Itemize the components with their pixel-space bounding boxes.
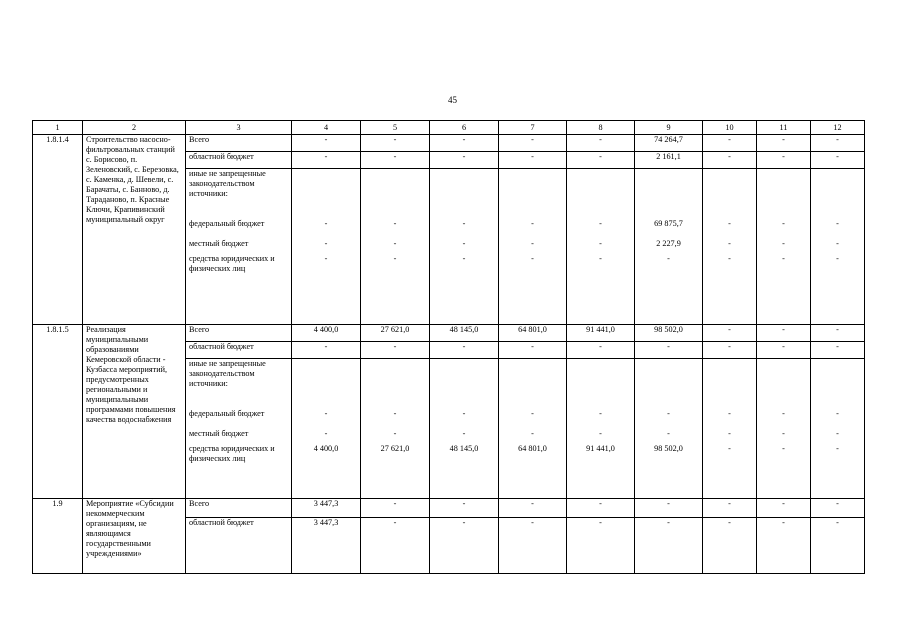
value-cell: 91 441,0: [567, 325, 635, 342]
value-cell: -: [811, 325, 865, 342]
table-row: [33, 135, 865, 152]
table-row: [33, 325, 865, 342]
value-cell: - - 64 801,0: [499, 359, 567, 499]
value-cell: - - -: [811, 169, 865, 325]
row-code: 1.8.1.4: [33, 135, 83, 325]
value-cell: -: [703, 135, 757, 152]
value-cell: - - -: [361, 169, 430, 325]
value-cell: -: [361, 499, 430, 518]
value-cell: - - 98 502,0: [635, 359, 703, 499]
value-cell: -: [361, 135, 430, 152]
value-cell: 74 264,7: [635, 135, 703, 152]
source-other-heading: иные не запрещенные законодательством источники:: [189, 169, 266, 198]
value-cell: -: [430, 152, 499, 169]
source-federal: федеральный бюджет: [189, 219, 265, 228]
value-cell: -: [811, 342, 865, 359]
value-cell: - - -: [757, 359, 811, 499]
value-cell: -: [499, 152, 567, 169]
value-cell: 2 161,1: [635, 152, 703, 169]
source-oblast: областной бюджет: [186, 342, 292, 359]
value-cell: 3 447,3: [292, 518, 361, 574]
value-cell: -: [567, 152, 635, 169]
value-cell: -: [499, 342, 567, 359]
value-cell: -: [567, 499, 635, 518]
value-cell: -: [757, 342, 811, 359]
value-cell: -: [635, 499, 703, 518]
value-cell: -: [635, 342, 703, 359]
value-cell: 3 447,3: [292, 499, 361, 518]
column-header: 3: [186, 121, 292, 135]
value-cell: -: [292, 135, 361, 152]
column-header: 4: [292, 121, 361, 135]
value-cell: -: [757, 518, 811, 574]
source-other: [186, 359, 292, 499]
source-federal: федеральный бюджет: [189, 409, 265, 418]
value-cell: -: [361, 342, 430, 359]
budget-table: [32, 120, 865, 574]
value-cell: -: [567, 135, 635, 152]
column-header: 5: [361, 121, 430, 135]
row-name: Реализация муниципальными образованиями Кемеровской области - Кузбасса мероприятий, предусмотренных региональными и муниципальными программами повышения качества водоснабжения: [83, 325, 186, 499]
value-cell: -: [703, 325, 757, 342]
value-cell: - - 48 145,0: [430, 359, 499, 499]
page-number: 45: [448, 95, 457, 105]
row-code: 1.9: [33, 499, 83, 574]
value-cell: -: [430, 342, 499, 359]
value-cell: - - -: [430, 169, 499, 325]
value-cell: -: [567, 518, 635, 574]
value-cell: -: [499, 499, 567, 518]
value-cell: - - -: [499, 169, 567, 325]
source-total: Всего: [186, 325, 292, 342]
source-oblast: областной бюджет: [186, 152, 292, 169]
value-cell: -: [811, 152, 865, 169]
value-cell: - - 91 441,0: [567, 359, 635, 499]
row-name: Мероприятие «Субсидии некоммерческим организациям, не являющимся государственными учреждениями»: [83, 499, 186, 574]
column-header: 8: [567, 121, 635, 135]
value-cell: -: [811, 518, 865, 574]
column-header: 6: [430, 121, 499, 135]
value-cell: - - -: [703, 169, 757, 325]
value-cell: -: [811, 499, 865, 518]
row-code: 1.8.1.5: [33, 325, 83, 499]
value-cell: -: [757, 499, 811, 518]
value-cell: -: [703, 518, 757, 574]
value-cell: -: [292, 152, 361, 169]
value-cell: -: [757, 152, 811, 169]
value-cell: 69 875,7 2 227,9 -: [635, 169, 703, 325]
value-cell: -: [811, 135, 865, 152]
source-other: [186, 169, 292, 325]
column-header: 11: [757, 121, 811, 135]
table-header-row: [33, 121, 865, 135]
column-header: 7: [499, 121, 567, 135]
value-cell: - - 27 621,0: [361, 359, 430, 499]
value-cell: - - 4 400,0: [292, 359, 361, 499]
value-cell: 27 621,0: [361, 325, 430, 342]
source-oblast: областной бюджет: [186, 518, 292, 574]
value-cell: -: [361, 518, 430, 574]
value-cell: -: [430, 135, 499, 152]
column-header: 2: [83, 121, 186, 135]
value-cell: 4 400,0: [292, 325, 361, 342]
column-header: 10: [703, 121, 757, 135]
row-name: Строительство насосно-фильтровальных станций с. Борисово, п. Зеленовский, с. Березовка, с. Каменка, д. Шевели, с. Барачаты, с. Банново, д. Тараданово, п. Красные Ключи, Крапивинский муниципальный округ: [83, 135, 186, 325]
value-cell: 64 801,0: [499, 325, 567, 342]
value-cell: -: [703, 152, 757, 169]
source-local: местный бюджет: [189, 429, 249, 438]
value-cell: -: [499, 135, 567, 152]
value-cell: - - -: [292, 169, 361, 325]
value-cell: -: [430, 518, 499, 574]
column-header: 9: [635, 121, 703, 135]
column-header: 12: [811, 121, 865, 135]
value-cell: -: [635, 518, 703, 574]
source-persons: средства юридических и физических лиц: [189, 444, 275, 463]
value-cell: -: [499, 518, 567, 574]
value-cell: -: [703, 342, 757, 359]
source-total: Всего: [186, 499, 292, 518]
value-cell: 98 502,0: [635, 325, 703, 342]
source-local: местный бюджет: [189, 239, 249, 248]
source-persons: средства юридических и физических лиц: [189, 254, 275, 273]
value-cell: -: [703, 499, 757, 518]
source-other-heading: иные не запрещенные законодательством источники:: [189, 359, 266, 388]
value-cell: - - -: [703, 359, 757, 499]
value-cell: - - -: [811, 359, 865, 499]
value-cell: -: [757, 135, 811, 152]
value-cell: -: [361, 152, 430, 169]
value-cell: - - -: [567, 169, 635, 325]
source-total: Всего: [186, 135, 292, 152]
value-cell: -: [292, 342, 361, 359]
value-cell: 48 145,0: [430, 325, 499, 342]
column-header: 1: [33, 121, 83, 135]
value-cell: -: [430, 499, 499, 518]
table-row: [33, 499, 865, 518]
value-cell: -: [757, 325, 811, 342]
value-cell: -: [567, 342, 635, 359]
value-cell: - - -: [757, 169, 811, 325]
